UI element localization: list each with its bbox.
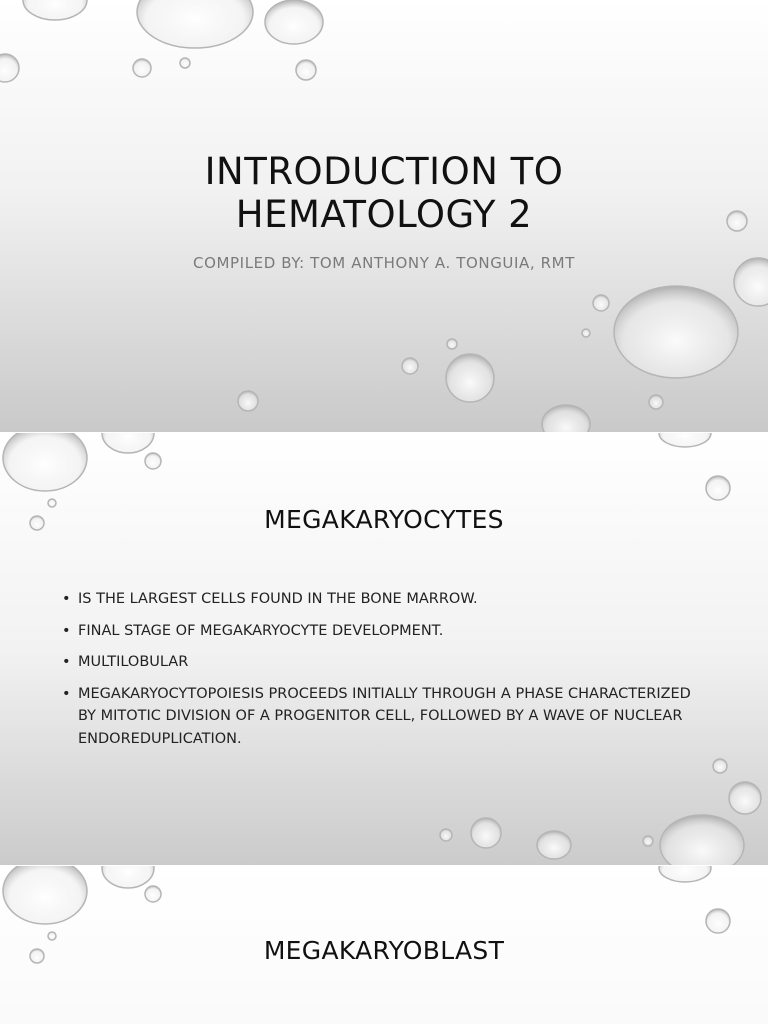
presentation-subtitle: COMPILED BY: TOM ANTHONY A. TONGUIA, RMT — [193, 254, 575, 272]
bullet-item: • FINAL STAGE OF MEGAKARYOCYTE DEVELOPMENT. — [62, 620, 702, 643]
megakaryoblast-slide — [0, 866, 768, 1024]
presentation-title: INTRODUCTION TO HEMATOLOGY 2 — [204, 150, 564, 236]
bullet-item: • IS THE LARGEST CELLS FOUND IN THE BONE MARROW. — [62, 588, 702, 611]
bullet-item: • MEGAKARYOCYTOPOIESIS PROCEEDS INITIALLY THROUGH A PHASE CHARACTERIZED BY MITOTIC DIVISION OF A PROGENITOR CELL, FOLLOWED BY A WAVE OF NUCLEAR ENDOREDUPLICATION. — [62, 683, 702, 751]
bullet-list — [62, 588, 702, 759]
megakaryocytes-slide — [0, 433, 768, 865]
title-slide — [0, 0, 768, 432]
bullet-item: • MULTILOBULAR — [62, 651, 702, 674]
slide-heading: MEGAKARYOBLAST — [263, 936, 505, 965]
slide-heading: MEGAKARYOCYTES — [264, 505, 504, 534]
